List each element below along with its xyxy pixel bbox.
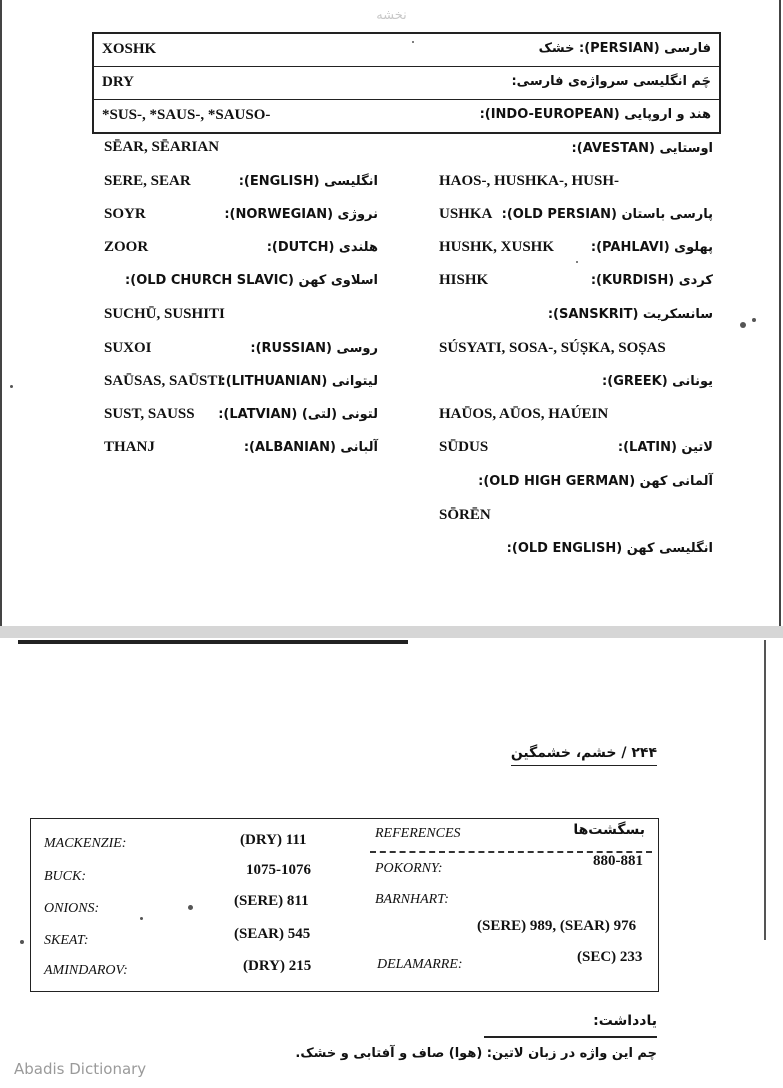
right-label-10: آلمانی کهن (OLD HIGH GERMAN): (478, 474, 713, 489)
header-table (92, 32, 721, 134)
ref-name-1: BUCK: (44, 869, 86, 884)
left-label-1: انگلیسی (ENGLISH): (238, 174, 378, 189)
ref-name-4: AMINDAROV: (44, 963, 128, 978)
ref-name-r0: POKORNY: (375, 861, 443, 876)
ref-value-0: (DRY) 111 (240, 832, 307, 848)
note-underline (484, 1036, 657, 1038)
scan-speck (20, 940, 24, 944)
scan-speck (10, 385, 13, 388)
indo-european-root: *SUS-, *SAUS-, *SAUSO- (102, 107, 271, 123)
ref-value-2: (SERE) 811 (234, 893, 309, 909)
page-top-rule (18, 640, 408, 644)
left-word-2: SOYR (104, 206, 146, 222)
persian-word-latin: XOSHK (102, 41, 157, 57)
scan-speck (140, 917, 143, 920)
right-word-6: SÚSYATI, SOSA-, SÚṢKA, SOṢAS (439, 340, 666, 356)
persian-label: فارسی (PERSIAN): خشک (538, 41, 711, 56)
left-label-3: هلندی (DUTCH): (266, 240, 378, 255)
right-label-9: لاتین (LATIN): (617, 440, 713, 455)
ref-value-1: 1075-1076 (246, 862, 311, 878)
left-label-4: اسلاوی کهن (OLD CHURCH SLAVIC): (125, 273, 378, 288)
scan-speck (740, 322, 746, 328)
left-label-8: لتونی (لتی) (LATVIAN): (218, 407, 378, 422)
right-label-5: سانسکریت (SANSKRIT): (547, 307, 713, 322)
right-word-9: SŪDUS (439, 439, 489, 455)
left-label-6: روسی (RUSSIAN): (250, 341, 378, 356)
top-watermark: نخشه (376, 8, 407, 23)
ref-value-3: (SEAR) 545 (234, 926, 311, 942)
note-text: چم این واژه در زبان لاتین: (هوا) صاف و آفتابی و خشک. (295, 1046, 657, 1061)
scan-speck (576, 261, 578, 263)
scan-speck (412, 41, 414, 43)
left-word-6: SUXOI (104, 340, 152, 356)
ref-value-r2: (SERE) 989, (SEAR) 976 (477, 918, 637, 934)
right-label-2: پارسی باستان (OLD PERSIAN): (501, 207, 713, 222)
note-title: یادداشت: (593, 1013, 657, 1029)
page-right-rule (764, 640, 766, 940)
left-word-0: SĒAR, SĒARIAN (104, 139, 220, 155)
right-label-3: پهلوی (PAHLAVI): (590, 240, 713, 255)
ref-name-3: SKEAT: (44, 933, 89, 948)
right-word-2: USHKA (439, 206, 493, 222)
header-row-indo-european (94, 100, 719, 132)
right-label-12: انگلیسی کهن (OLD ENGLISH): (506, 541, 713, 556)
right-label-4: کردی (KURDISH): (590, 273, 713, 288)
ref-value-r0: 880-881 (593, 853, 643, 869)
ref-value-r3: (SEC) 233 (577, 949, 643, 965)
left-word-1: SERE, SEAR (104, 173, 191, 189)
page-header: ۲۴۴ / خشم، خشمگین (511, 745, 657, 766)
ref-name-0: MACKENZIE: (44, 836, 127, 851)
scan-speck (752, 318, 756, 322)
left-word-5: SUCHŪ, SUSHITI (104, 306, 225, 322)
right-label-0: اوستایی (AVESTAN): (571, 141, 713, 156)
left-word-7: SAŪSAS, SAŪSTI (104, 373, 224, 389)
right-word-8: HAŪOS, AŪOS, HAÚEIN (439, 406, 609, 422)
left-word-9: THANJ (104, 439, 155, 455)
left-word-8: SUST, SAUSS (104, 406, 195, 422)
left-label-7: لیتوانی (LITHUANIAN): (220, 374, 378, 389)
references-title-en: REFERENCES (375, 826, 461, 841)
right-label-7: یونانی (GREEK): (602, 374, 713, 389)
english-equivalent-label: چَم انگلیسی سرواژه‌ی فارسی: (511, 74, 711, 89)
english-equivalent: DRY (102, 74, 134, 90)
references-title-fa: بسگشت‌ها (573, 822, 645, 838)
left-label-9: آلبانی (ALBANIAN): (243, 440, 378, 455)
left-label-2: نروژی (NORWEGIAN): (224, 207, 378, 222)
right-word-3: HUSHK, XUSHK (439, 239, 555, 255)
header-row-persian (94, 34, 719, 67)
scan-speck (188, 905, 193, 910)
right-word-1: HAOS-, HUSHKA-, HUSH- (439, 173, 620, 189)
left-word-3: ZOOR (104, 239, 149, 255)
right-word-4: HISHK (439, 272, 489, 288)
indo-european-label: هند و اروپایی (INDO-EUROPEAN): (479, 107, 711, 122)
footer-watermark: Abadis Dictionary (14, 1060, 147, 1078)
ref-name-2: ONIONS: (44, 901, 100, 916)
ref-name-r1: BARNHART: (375, 892, 449, 907)
header-row-english (94, 67, 719, 100)
ref-value-4: (DRY) 215 (243, 958, 312, 974)
right-word-11: SŌRĒN (439, 507, 491, 523)
ref-name-r3: DELAMARRE: (377, 957, 463, 972)
page-separator-band (0, 626, 783, 638)
